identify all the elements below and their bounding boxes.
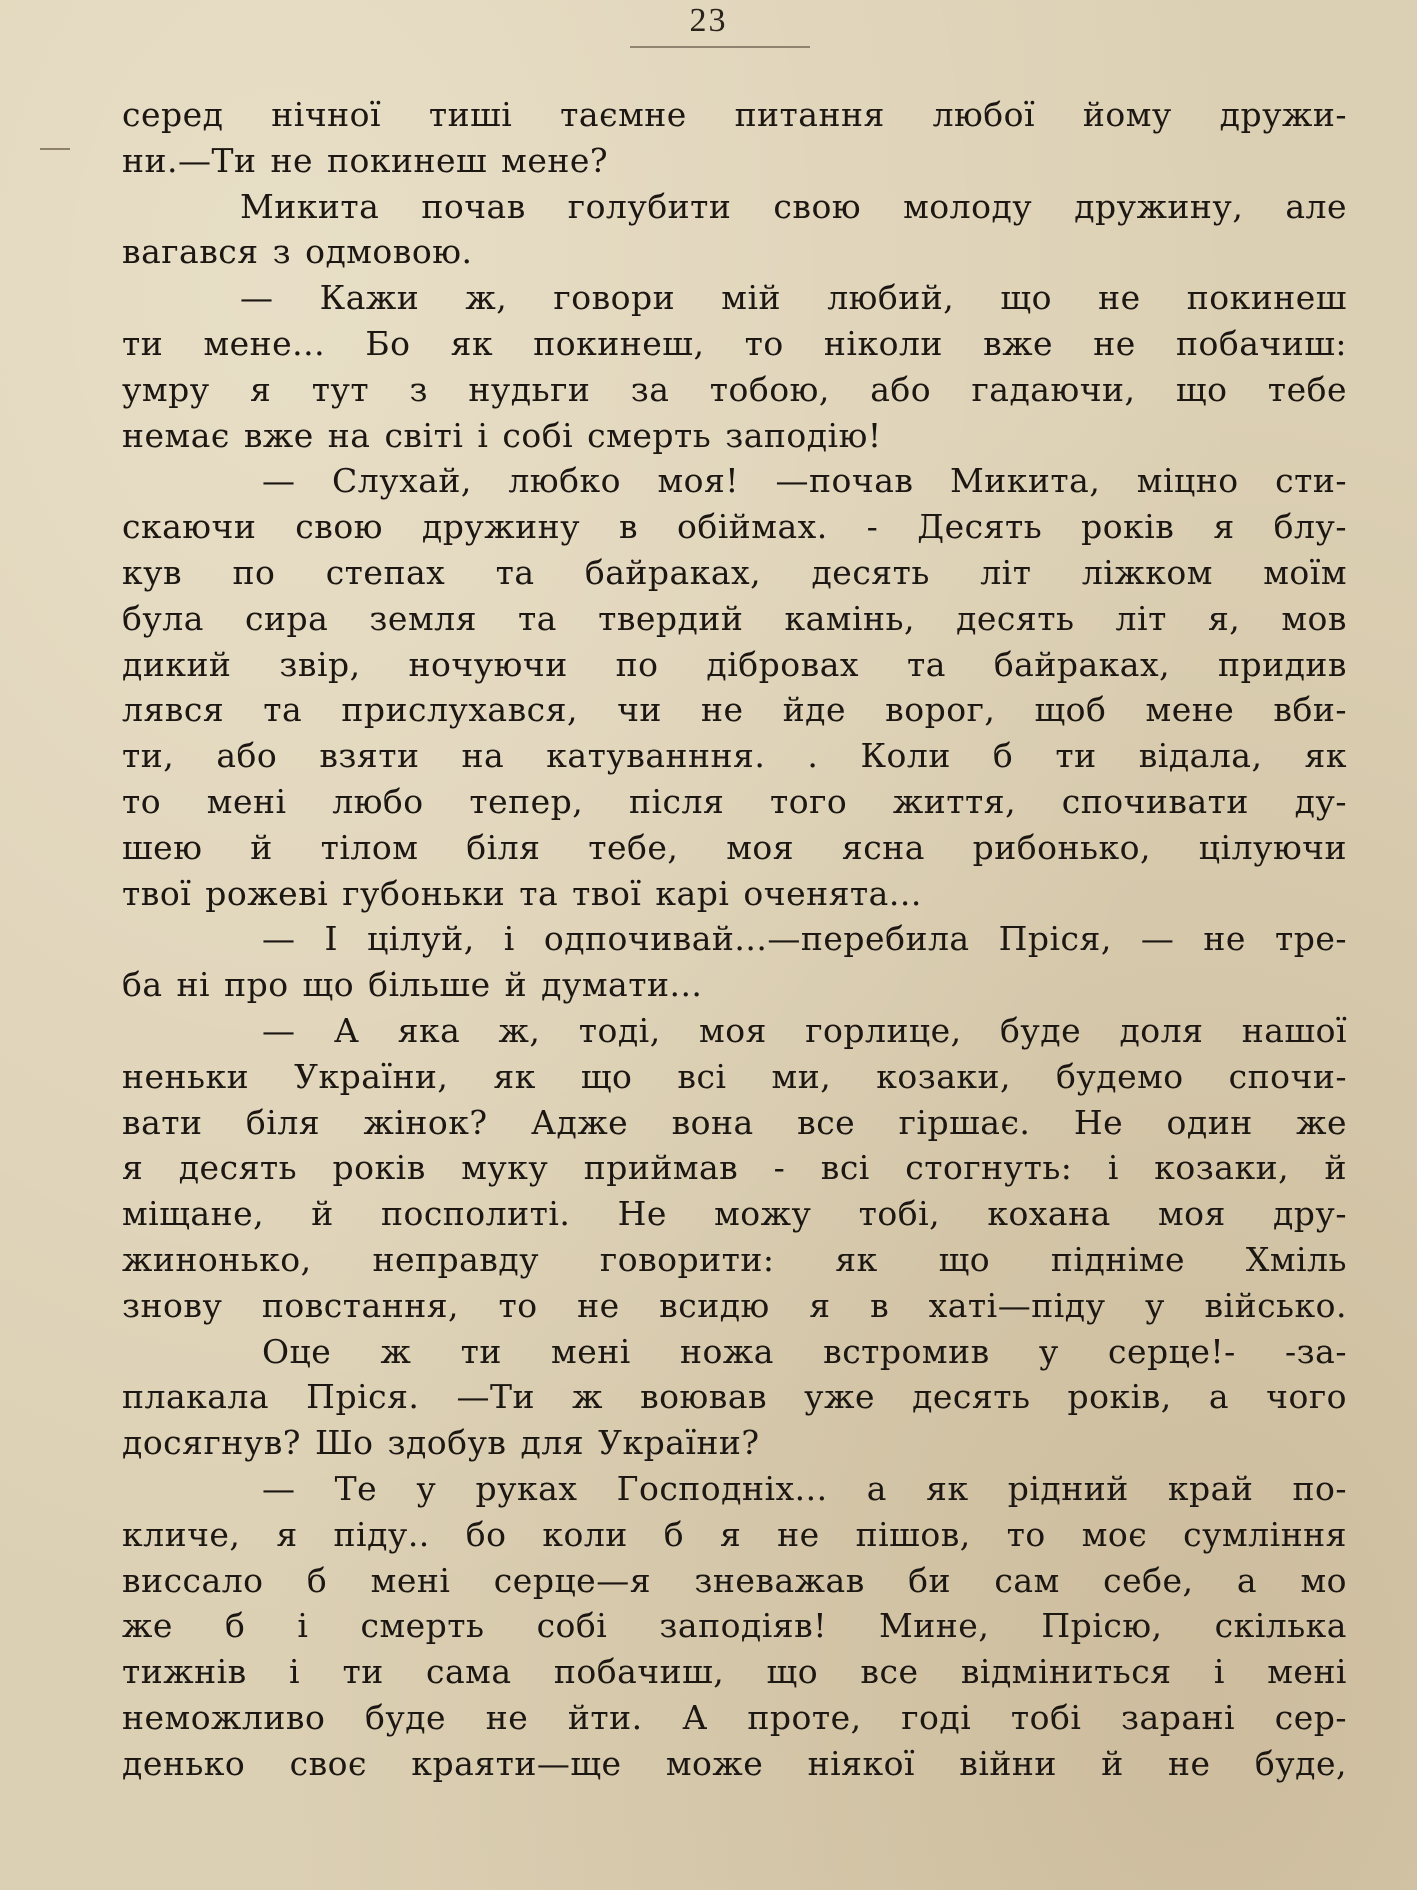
body-text — [122, 92, 1347, 1786]
text-line: виссало б мені серце—я зневажав би сам себе, а мо — [122, 1560, 1347, 1600]
header-rule — [630, 46, 810, 48]
text-line: міщане, й посполиті. Не можу тобі, кохана моя дру- — [122, 1194, 1347, 1234]
margin-mark — [40, 148, 70, 150]
text-line: Оце ж ти мені ножа встромив у серце!- -за- — [262, 1331, 1347, 1371]
text-line: немає вже на світі і собі смерть заподію! — [122, 415, 882, 455]
text-line: твої рожеві губоньки та твої карі оченята... — [122, 873, 922, 913]
text-line: була сира земля та твердий камінь, десять літ я, мов — [122, 598, 1347, 638]
text-line: ти мене... Бо як покинеш, то ніколи вже не побачиш: — [122, 323, 1347, 363]
text-line: знову повстання, то не всидю я в хаті—піду у військо. — [122, 1285, 1347, 1325]
text-line: — І цілуй, і одпочивай...—перебила Пріся, — не тре- — [262, 919, 1347, 959]
text-line: — Слухай, любко моя! —почав Микита, міцно сти- — [262, 461, 1347, 501]
text-line: — Кажи ж, говори мій любий, що не покинеш — [240, 278, 1347, 318]
text-line: ни.—Ти не покинеш мене? — [122, 140, 609, 180]
text-line: тижнів і ти сама побачиш, що все відміниться і мені — [122, 1652, 1347, 1692]
text-line: неможливо буде не йти. А проте, годі тобі зарані сер- — [122, 1697, 1347, 1737]
text-line: дикий звір, ночуючи по дібровах та байраках, придив — [122, 644, 1347, 684]
text-line: ба ні про що більше й думати... — [122, 965, 703, 1005]
text-line: кув по степах та байраках, десять літ ліжком моїм — [122, 552, 1347, 592]
text-line: — А яка ж, тоді, моя горлице, буде доля нашої — [262, 1010, 1347, 1050]
text-line: то мені любо тепер, після того життя, спочивати ду- — [122, 781, 1347, 821]
text-line: лявся та прислухався, чи не йде ворог, щоб мене вби- — [122, 690, 1347, 730]
text-line: ти, або взяти на катуванння. . Коли б ти відала, як — [122, 736, 1347, 776]
text-line: — Те у руках Господніх... а як рідний край по- — [262, 1468, 1347, 1508]
text-line: досягнув? Шо здобув для України? — [122, 1423, 760, 1463]
text-line: же б і смерть собі заподіяв! Мине, Прісю, скілька — [122, 1606, 1347, 1646]
text-line: плакала Пріся. —Ти ж воював уже десять років, а чого — [122, 1377, 1347, 1417]
text-line: неньки України, як що всі ми, козаки, будемо спочи- — [122, 1056, 1347, 1096]
page-number: 23 — [689, 2, 728, 39]
text-line: вати біля жінок? Адже вона все гіршає. Не один же — [122, 1102, 1347, 1142]
text-line: вагався з одмовою. — [122, 232, 473, 272]
text-line: денько своє краяти—ще може ніякої війни й не буде, — [122, 1743, 1347, 1783]
text-line: Микита почав голубити свою молоду дружину, але — [240, 186, 1347, 226]
text-line: серед нічної тиші таємне питання любої йому дружи- — [122, 95, 1347, 134]
text-line: шею й тілом біля тебе, моя ясна рибонько, цілуючи — [122, 827, 1347, 867]
text-line: умру я тут з нудьги за тобою, або гадаючи, що тебе — [122, 369, 1347, 409]
text-line: кличе, я піду.. бо коли б я не пішов, то моє сумління — [122, 1514, 1347, 1554]
text-line: я десять років муку приймав - всі стогнуть: і козаки, й — [122, 1148, 1347, 1188]
text-line: скаючи свою дружину в обіймах. - Десять років я блу- — [122, 507, 1347, 547]
text-line: жинонько, неправду говорити: як що підніме Хміль — [122, 1239, 1347, 1279]
